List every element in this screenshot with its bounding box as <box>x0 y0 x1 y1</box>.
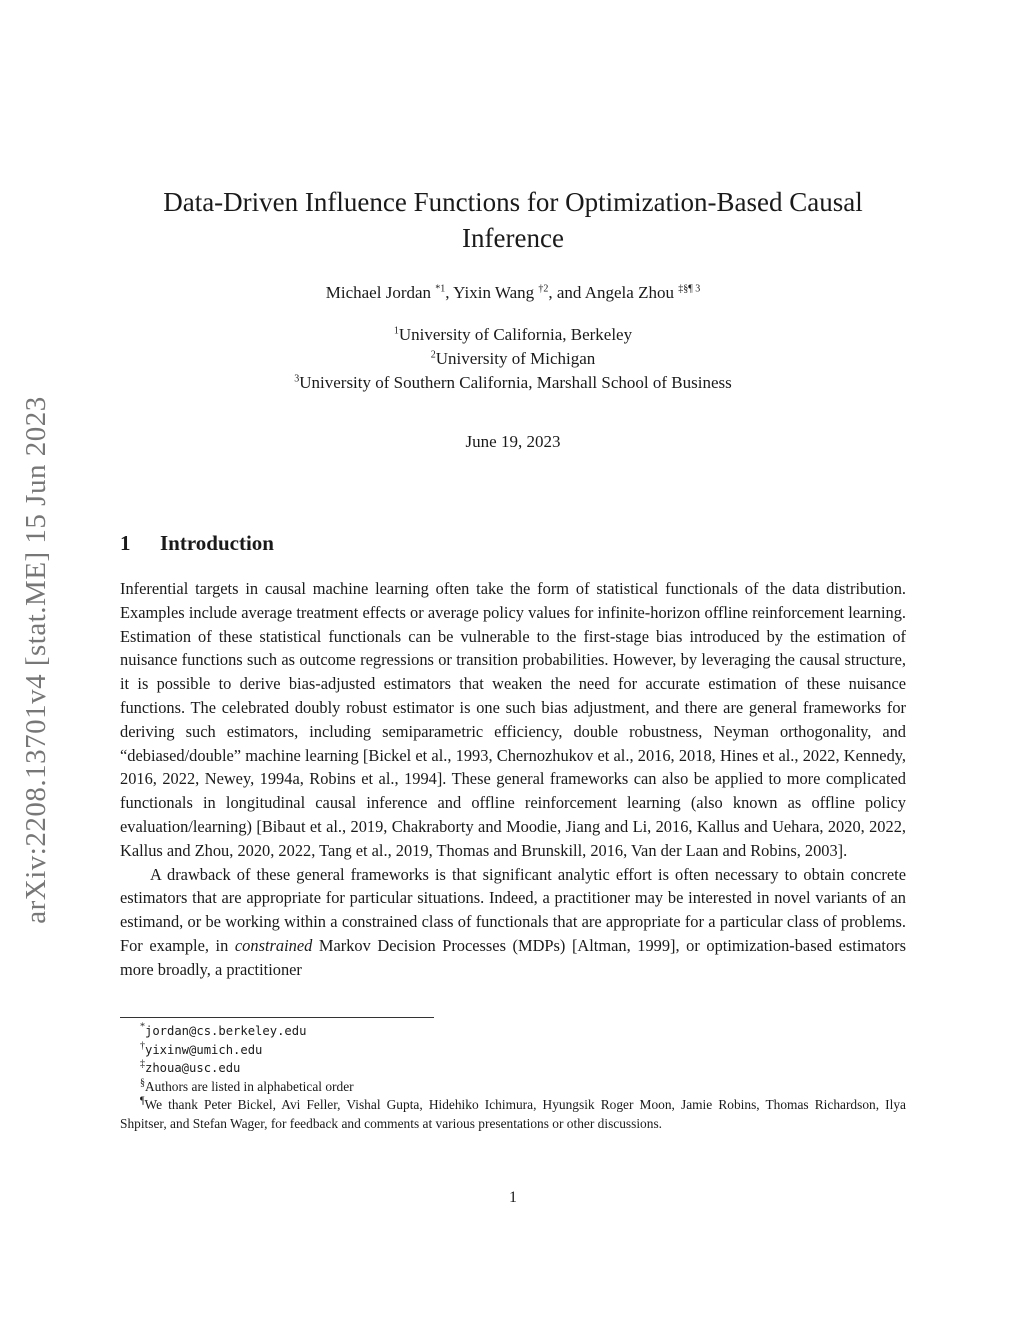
paragraph: A drawback of these general frameworks is that significant analytic effort is often necessary to obtain concrete estimators that are appropriate for particular situations. Indeed, a practitioner may be interested in novel variants of an estimand, or be working within a constrained class of functionals that are appropriate for a particular class of problems. For example, in constrained Markov Decision Processes (MDPs) [Altman, 1999], or optimization-based estimators more broadly, a practitioner <box>120 864 907 979</box>
author-marks: †2 <box>538 283 549 295</box>
page-number: 1 <box>509 1189 517 1206</box>
email-link[interactable]: yixinw@umich.edu <box>145 1042 263 1057</box>
emphasis: constrained <box>234 935 313 955</box>
section-number: 1 <box>120 531 131 555</box>
affiliation: $^3$University of Southern California, Marshall School of Business <box>294 373 732 392</box>
affiliation-list <box>120 323 906 395</box>
footnote: †yixinw@umich.edu <box>140 1040 263 1057</box>
footnote: ¶We thank Peter Bickel, Avi Feller, Vishal Gupta, Hidehiko Ichimura, Hyungsik Roger Moon, Jamie Robins, Thomas Richardson, Ilya Shpitser, and Stefan Wager, for feedback and comments at various presentations or other discussions. <box>120 1095 906 1131</box>
paragraph: Inferential targets in causal machine learning often take the form of statistical functionals of the data distribution. Examples include average treatment effects or average policy values for infinite-horizon offline reinforcement learning. Estimation of these statistical functionals can be vulnerable to the first-stage bias introduced by the estimation of nuisance functions such as outcome regressions or transition probabilities. However, by leveraging the causal structure, it is possible to derive bias-adjusted estimators that weaken the need for accurate estimation of these nuisance functions. The celebrated doubly robust estimator is one such bias adjustment, and there are general frameworks for deriving such estimators, including semiparametric efficiency, double robustness, Neyman orthogonality, and “debiased/double” machine learning [Bickel et al., 1993, Chernozhukov et al., 2016, 2018, Hines et al., 2022, Kennedy, 2016, 2022, Newey, 1994a, Robins et al., 1994]. These general frameworks can also be applied to more complicated functionals in longitudinal causal inference and offline reinforcement learning (also known as offline policy evaluation/learning) [Bibaut et al., 2019, Chakraborty and Moodie, Jiang and Li, 2016, Kallus and Uehara, 2020, 2022, Kallus and Zhou, 2020, 2022, Tang et al., 2019, Thomas and Brunskill, 2016, Van der Laan and Robins, 2003]. <box>120 579 906 860</box>
affiliation: $^2$University of Michigan <box>430 349 596 368</box>
footnote-rule <box>120 1017 434 1018</box>
affiliation: $^1$University of California, Berkeley <box>393 325 633 344</box>
body-text <box>120 577 906 982</box>
section-heading <box>120 531 274 556</box>
author-name: Angela Zhou <box>584 283 674 302</box>
email-link[interactable]: jordan@cs.berkeley.edu <box>145 1024 307 1038</box>
footnote: §Authors are listed in alphabetical order <box>140 1077 354 1094</box>
author-marks: ‡§¶ 3 <box>678 283 701 295</box>
paper-date: June 19, 2023 <box>465 432 561 451</box>
arxiv-identifier: arXiv:2208.13701v4 [stat.ME] 15 Jun 2023 <box>20 396 52 924</box>
paper-title: Data-Driven Influence Functions for Optimization-Based Causal Inference <box>163 187 863 253</box>
author-list: Michael Jordan $^{*1}$, Yixin Wang $^{\dagger 2}$, and Angela Zhou $^{\ddagger\S\P 3}$ <box>325 283 701 302</box>
footnote: ‡zhoua@usc.edu <box>140 1058 241 1075</box>
author-name: Michael Jordan <box>325 283 432 302</box>
footnotes <box>120 1022 906 1133</box>
section-title: Introduction <box>160 531 274 555</box>
author-name: Yixin Wang <box>453 283 535 302</box>
email-link[interactable]: zhoua@usc.edu <box>145 1061 241 1075</box>
footnote: *jordan@cs.berkeley.edu <box>140 1021 307 1038</box>
author-marks: *1 <box>435 283 446 295</box>
